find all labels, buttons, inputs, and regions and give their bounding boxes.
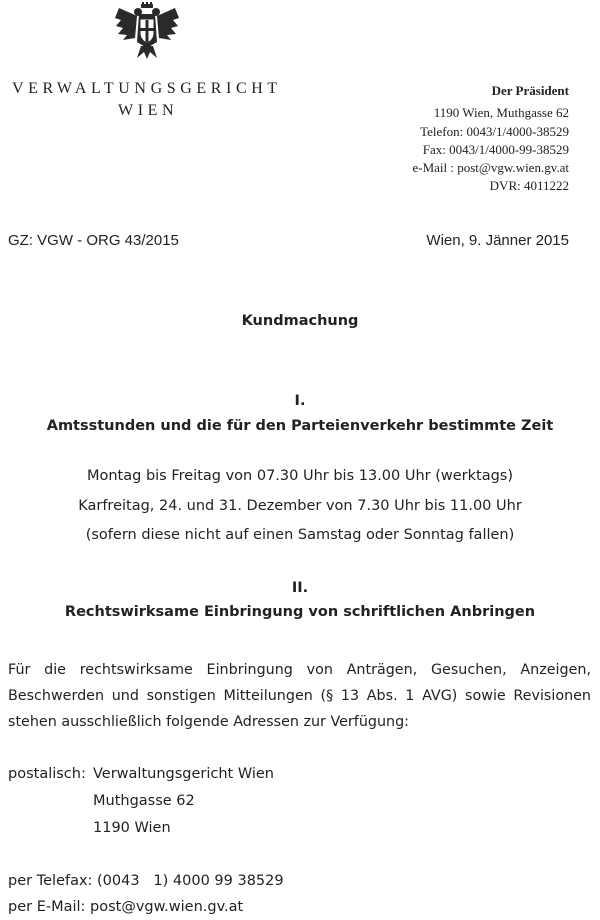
postal-address-line: 1190 Wien [93,820,171,836]
section-2-heading: Rechtswirksame Einbringung von schriftlichen Anbringen [64,604,536,620]
court-name-heading: VERWALTUNGSGERICHT [12,80,282,97]
contact-dvr: DVR: 4011222 [489,178,569,194]
contact-email: e-Mail : post@vgw.wien.gv.at [412,160,569,176]
contact-block [412,82,569,196]
email-submission-line: per E-Mail: post@vgw.wien.gv.at [8,899,244,915]
contact-fax: Fax: 0043/1/4000-99-38529 [422,141,569,157]
postal-address-line: Muthgasse 62 [93,793,195,809]
contact-phone: Telefon: 0043/1/4000-38529 [420,123,569,139]
paragraph-line: Für die rechtswirksame Einbringung von Anträgen, Gesuchen, Anzeigen, [8,662,591,678]
section-2-number: II. [291,580,309,596]
document-title: Kundmachung [241,313,359,329]
section-1-heading: Amtsstunden und die für den Parteienverkehr bestimmte Zeit [46,418,554,434]
document-date: Wien, 9. Jänner 2015 [426,232,569,249]
office-hours-line: (sofern diese nicht auf einen Samstag oder Sonntag fallen) [85,527,515,543]
office-hours-line: Montag bis Freitag von 07.30 Uhr bis 13.00 Uhr (werktags) [86,468,514,484]
contact-address: 1190 Wien, Muthgasse 62 [433,105,569,121]
paragraph-line: Beschwerden und sonstigen Mitteilungen (§ 13 Abs. 1 AVG) sowie Revisionen [8,688,591,704]
president-title: Der Präsident [491,83,569,98]
paragraph-line: stehen ausschließlich folgende Adressen zur Verfügung: [8,714,409,730]
coat-of-arms-eagle-icon [113,2,181,60]
office-hours-line: Karfreitag, 24. und 31. Dezember von 7.30 Uhr bis 11.00 Uhr [78,498,522,514]
reference-number: GZ: VGW - ORG 43/2015 [8,232,179,249]
submission-paragraph [8,657,591,735]
fax-submission-line: per Telefax: (0043 1) 4000 99 38529 [8,873,284,889]
postal-address-line: Verwaltungsgericht Wien [93,766,275,782]
section-1-number: I. [294,393,306,409]
court-city-heading: WIEN [118,102,179,119]
postal-label: postalisch: [8,766,86,782]
